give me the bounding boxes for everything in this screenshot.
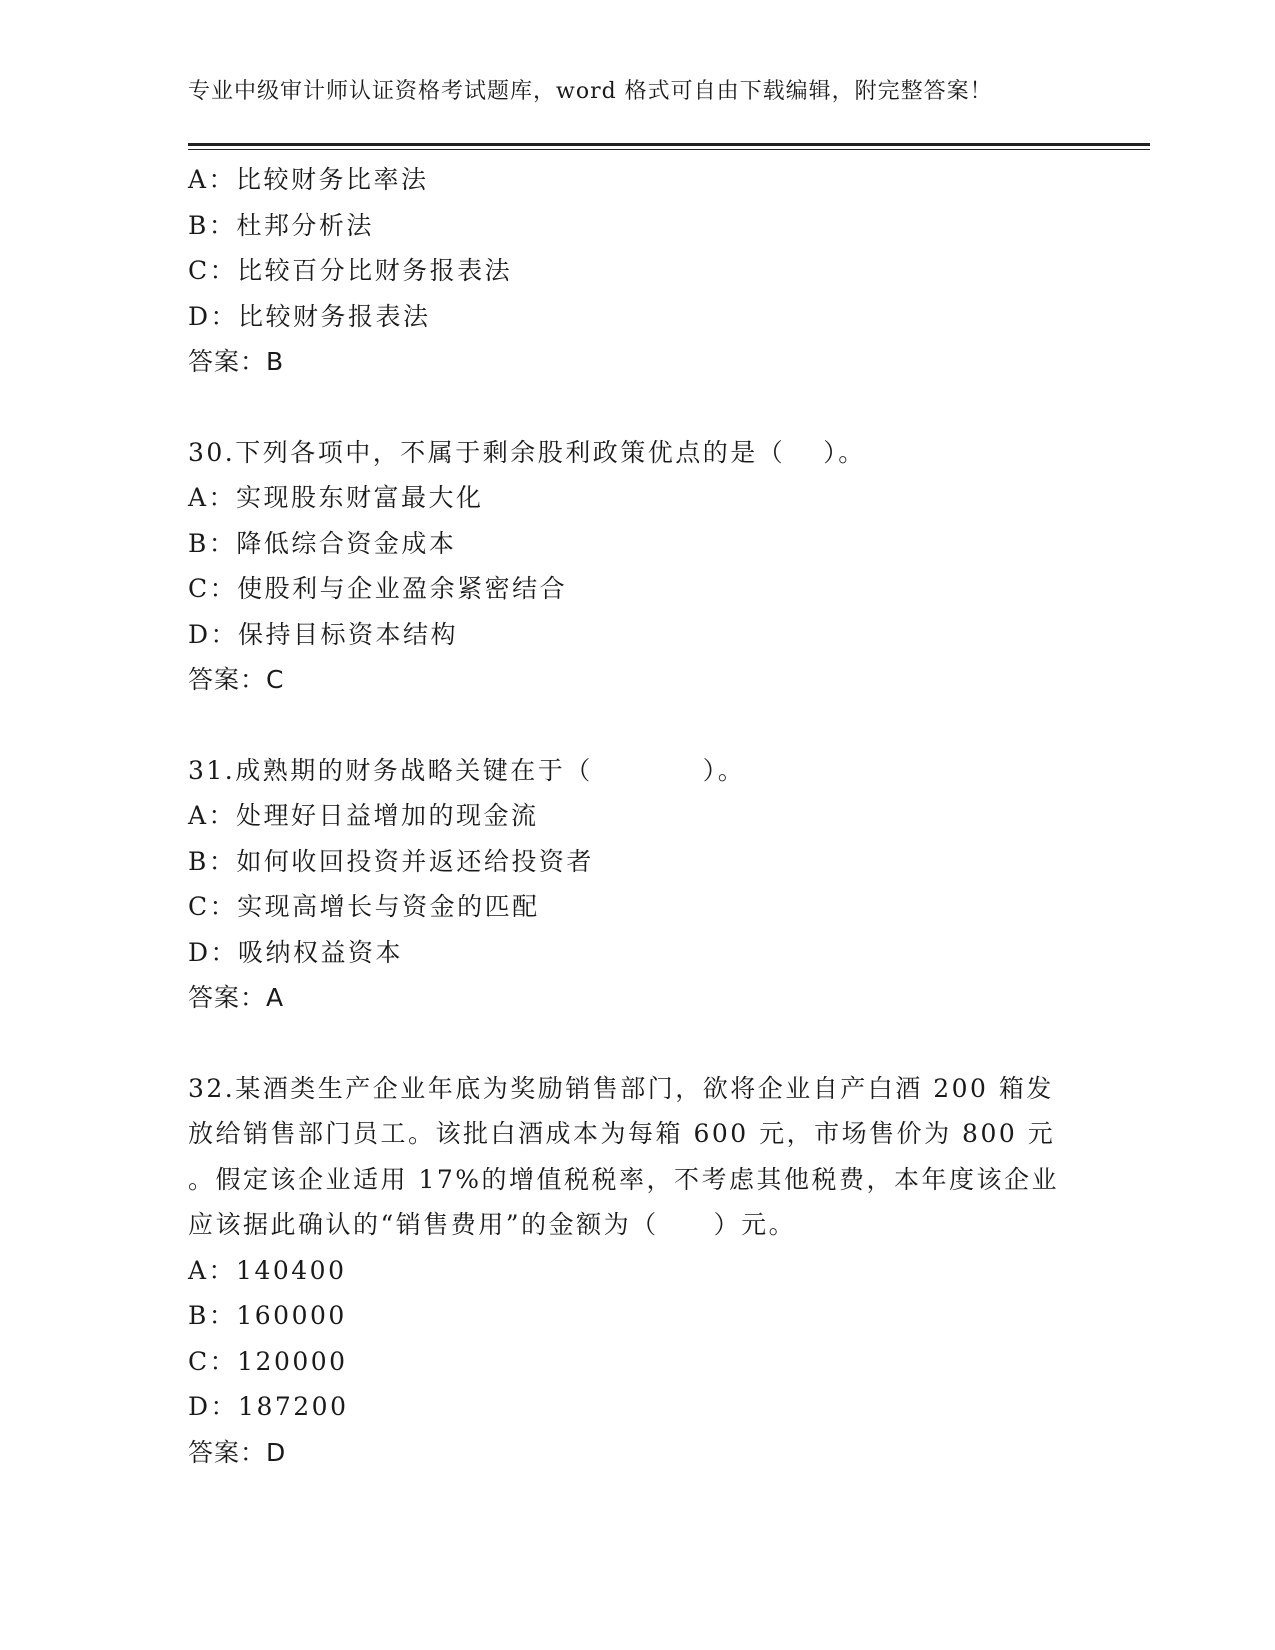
question-block-31	[188, 748, 1088, 1021]
answer-line: 答案：C	[188, 665, 285, 694]
question-stem-line-2: 放给销售部门员工。该批白酒成本为每箱 600 元，市场售价为 800 元	[188, 1119, 1056, 1148]
header-rule-thin	[188, 149, 1150, 150]
option-b: B：160000	[188, 1301, 347, 1330]
option-d: D：187200	[188, 1392, 349, 1421]
answer-line: 答案：D	[188, 1437, 287, 1467]
question-block-29	[188, 157, 1088, 385]
option-c: C：实现高增长与资金的匹配	[188, 892, 540, 921]
question-content	[188, 157, 1088, 1475]
option-d: D：吸纳权益资本	[188, 937, 404, 967]
option-a: A：比较财务比率法	[188, 165, 429, 194]
option-d: D：保持目标资本结构	[188, 619, 459, 649]
option-a: A：处理好日益增加的现金流	[188, 801, 539, 830]
option-c: C：使股利与企业盈余紧密结合	[188, 574, 568, 603]
question-stem-line-3: 。假定该企业适用 17%的增值税税率，不考虑其他税费，本年度该企业	[188, 1164, 1060, 1194]
option-d: D：比较财务报表法	[188, 301, 431, 331]
question-stem: 31.成熟期的财务战略关键在于（ ）。	[188, 755, 746, 785]
page-header: 专业中级审计师认证资格考试题库，word 格式可自由下载编辑，附完整答案！	[188, 79, 993, 104]
answer-line: 答案：A	[188, 983, 285, 1012]
question-stem-line-4: 应该据此确认的“销售费用”的金额为（ ）元。	[188, 1210, 797, 1239]
option-a: A：140400	[188, 1255, 347, 1285]
option-b: B：杜邦分析法	[188, 210, 374, 240]
question-stem-line-1: 32.某酒类生产企业年底为奖励销售部门，欲将企业自产白酒 200 箱发	[188, 1073, 1054, 1103]
question-block-30	[188, 430, 1088, 703]
header-rule-thick	[188, 143, 1150, 146]
option-b: B：降低综合资金成本	[188, 528, 457, 558]
answer-line: 答案：B	[188, 347, 285, 376]
option-a: A：实现股东财富最大化	[188, 483, 484, 512]
question-block-32	[188, 1066, 1088, 1476]
option-b: B：如何收回投资并返还给投资者	[188, 846, 594, 876]
option-c: C：比较百分比财务报表法	[188, 256, 513, 285]
question-stem: 30.下列各项中，不属于剩余股利政策优点的是（ ）。	[188, 437, 866, 467]
option-c: C：120000	[188, 1346, 348, 1376]
